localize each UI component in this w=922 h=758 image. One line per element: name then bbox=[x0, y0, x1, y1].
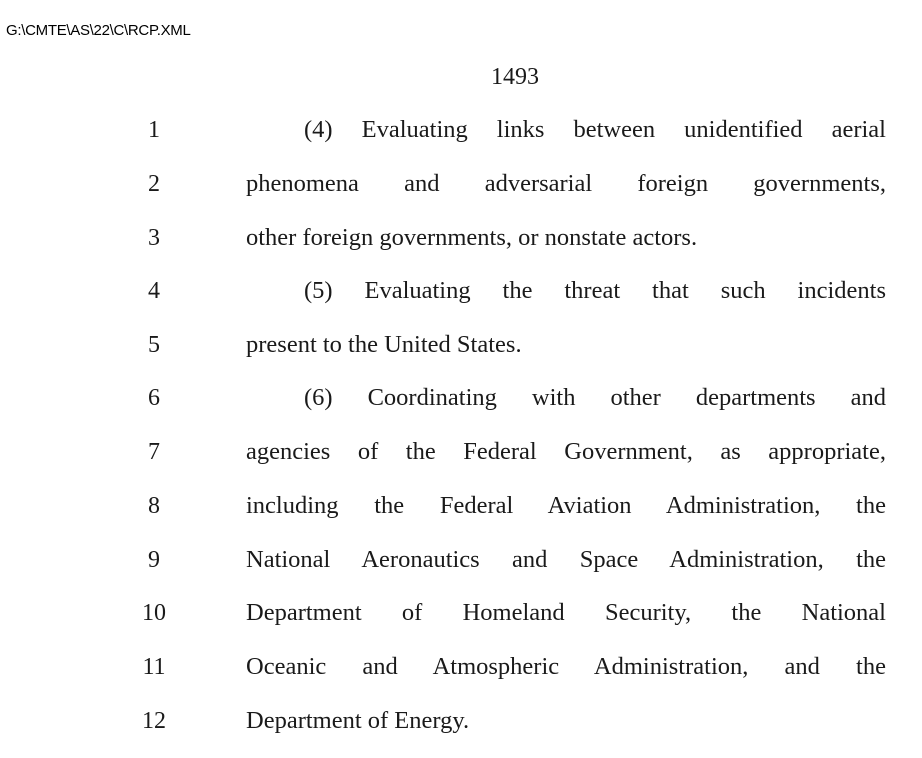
line-text: Department of Homeland Security, the National bbox=[246, 599, 886, 626]
line-number: 10 bbox=[142, 600, 166, 626]
line-text: (5) Evaluating the threat that such incidents bbox=[304, 277, 886, 304]
line-number: 4 bbox=[148, 278, 160, 304]
line-text: National Aeronautics and Space Administration, the bbox=[246, 546, 886, 573]
line-number: 7 bbox=[148, 439, 160, 465]
text-line bbox=[0, 168, 922, 208]
line-text: other foreign governments, or nonstate actors. bbox=[246, 224, 698, 251]
text-line bbox=[0, 705, 922, 745]
line-text: Department of Energy. bbox=[246, 707, 470, 734]
line-number: 5 bbox=[148, 332, 160, 358]
text-line bbox=[0, 490, 922, 530]
line-text: (6) Coordinating with other departments and bbox=[304, 384, 886, 411]
line-text: agencies of the Federal Government, as appropriate, bbox=[246, 438, 886, 465]
line-text: present to the United States. bbox=[246, 331, 522, 358]
text-line bbox=[0, 436, 922, 476]
text-line bbox=[0, 651, 922, 691]
page-number: 1493 bbox=[491, 64, 539, 90]
text-line bbox=[0, 544, 922, 584]
line-number: 11 bbox=[142, 654, 166, 680]
line-text: phenomena and adversarial foreign governments, bbox=[246, 170, 886, 197]
line-number: 9 bbox=[148, 547, 160, 573]
text-line bbox=[0, 382, 922, 422]
line-number: 8 bbox=[148, 493, 160, 519]
line-number: 2 bbox=[148, 171, 160, 197]
text-line bbox=[0, 222, 922, 262]
line-text: including the Federal Aviation Administration, the bbox=[246, 492, 886, 519]
line-number: 12 bbox=[142, 708, 166, 734]
text-line bbox=[0, 114, 922, 154]
line-number: 6 bbox=[148, 385, 160, 411]
line-text: Oceanic and Atmospheric Administration, and the bbox=[246, 653, 886, 680]
file-path-header: G:\CMTE\AS\22\C\RCP.XML bbox=[6, 22, 191, 39]
line-number: 1 bbox=[148, 117, 160, 143]
text-line bbox=[0, 597, 922, 637]
text-line bbox=[0, 275, 922, 315]
text-line bbox=[0, 329, 922, 369]
line-number: 3 bbox=[148, 225, 160, 251]
line-text: (4) Evaluating links between unidentified aerial bbox=[304, 116, 886, 143]
